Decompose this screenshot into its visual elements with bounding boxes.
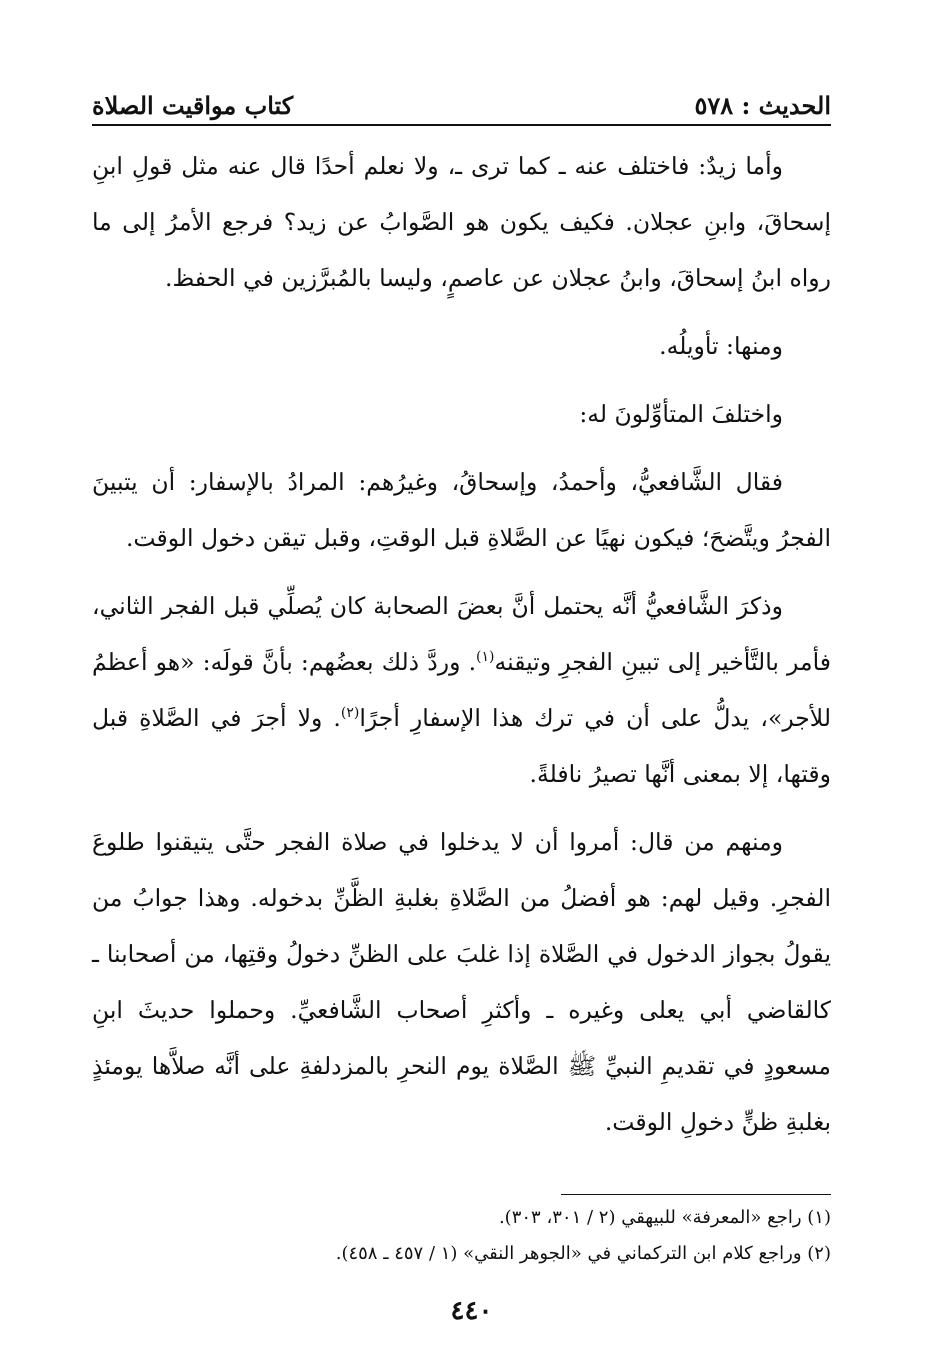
footnotes [92, 1200, 831, 1272]
header-divider [92, 124, 831, 126]
paragraph-text: . ولا أجرَ في الصَّلاةِ قبل وقتها، إلا بمعنى أنَّها تصيرُ نافلةً. [92, 704, 831, 788]
paragraph [92, 578, 831, 802]
footnote-ref-2[interactable]: (٢) [340, 705, 360, 722]
paragraph: واختلفَ المتأوِّلونَ له: [579, 400, 783, 428]
paragraph: فقال الشَّافعيُّ، وأحمدُ، وإسحاقُ، وغيرُهم: المرادُ بالإسفار: أن يتبينَ الفجرُ ويتَّضحَ؛ فيكون نهيًا عن الصَّلاةِ قبل الوقتِ، وقبل تيقن دخول الوقت. [92, 468, 831, 552]
paragraph: ومنهم من قال: أمروا أن لا يدخلوا في صلاة الفجر حتَّى يتيقنوا طلوعَ الفجرِ. وقيل لهم: هو أفضلُ من الصَّلاةِ بغلبةِ الظَّنِّ بدخوله. وهذا جوابُ من يقولُ بجواز الدخول في الصَّلاة إذا غلبَ على الظنِّ دخولُ وقتِها، من أصحابنا ـ كالقاضي أبي يعلى وغيره ـ وأكثرِ أصحاب الشَّافعيِّ. وحملوا حديثَ ابنِ مسعودٍ في تقديمِ النبيِّ ﷺ الصَّلاة يوم النحرِ بالمزدلفةِ على أنَّه صلاَّها يومئذٍ بغلبةِ ظنٍّ دخولِ الوقت. [92, 828, 831, 1136]
footnote-2: (٢) وراجع كلام ابن التركماني في «الجوهر النقي» (١ / ٤٥٧ ـ ٤٥٨). [335, 1243, 831, 1264]
paragraph: وأما زيدٌ: فاختلف عنه ـ كما ترى ـ، ولا نعلم أحدًا قال عنه مثل قولِ ابنِ إسحاقَ، وابنِ عجلان. فكيف يكون هو الصَّوابُ عن زيد؟ فرجع الأمرُ إلى ما رواه ابنُ إسحاقَ، وابنُ عجلان عن عاصمٍ، وليسا بالمُبرَّزين في الحفظ. [92, 152, 831, 292]
running-header [92, 80, 831, 120]
main-text [92, 138, 831, 1162]
page-number: ٤٤٠ [450, 1296, 493, 1326]
chapter-title: كتاب مواقيت الصلاة [92, 91, 294, 120]
footnote-ref-1[interactable]: (١) [476, 649, 495, 666]
paragraph: ومنها: تأويلُه. [659, 332, 783, 360]
paragraph-text: . وردَّ ذلك بعضُهم: بأنَّ قولَه: «هو أعظمُ للأجر»، يدلُّ على أن في ترك هذا الإسفارِ أجرًا [92, 648, 831, 732]
paragraph-text: وذكرَ الشَّافعيُّ أنَّه يحتمل أنَّ بعضَ الصحابة كان يُصلِّي قبل الفجر الثاني، فأمر بالتَّأخير إلى تبينِ الفجرِ وتيقنه [92, 592, 831, 676]
hadith-number: الحديث : ٥٧٨ [694, 91, 831, 120]
footnote-1: (١) راجع «المعرفة» للبيهقي (٢ / ٣٠١، ٣٠٣). [498, 1207, 831, 1228]
footnote-divider [561, 1194, 831, 1195]
